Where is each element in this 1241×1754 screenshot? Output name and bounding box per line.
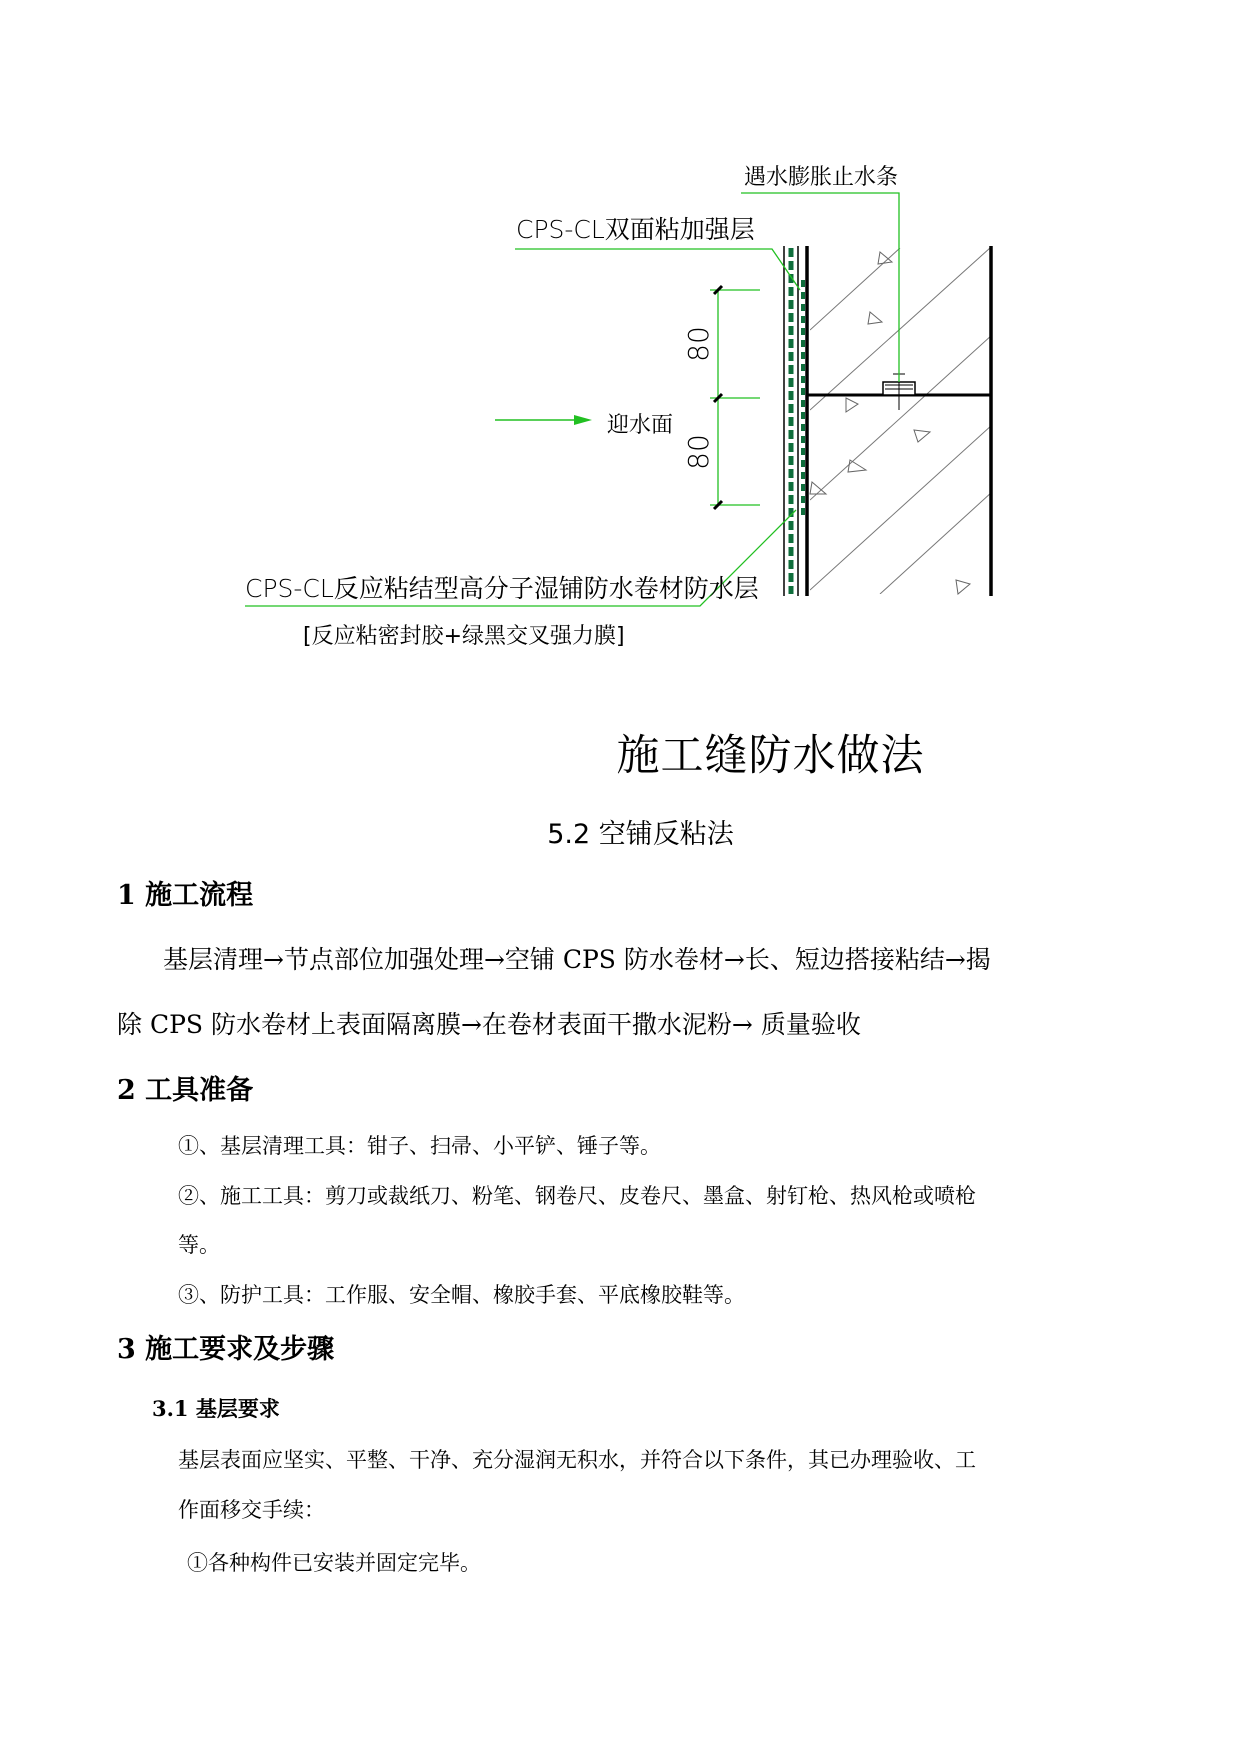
condition-item-1: ①各种构件已安装并固定完毕。	[187, 1551, 481, 1575]
tool-item-2-line-2: 等。	[178, 1233, 220, 1257]
figure-title: 施工缝防水做法	[616, 731, 925, 781]
aggregate-marks	[810, 252, 970, 594]
waterproof-membrane	[784, 246, 803, 596]
base-req-line-1: 基层表面应坚实、平整、干净、充分湿润无积水，并符合以下条件，其已办理验收、工	[178, 1448, 976, 1472]
concrete-hatch	[810, 248, 992, 594]
dim-upper-label: 80	[682, 326, 715, 362]
construction-joint-drawing	[0, 0, 1241, 680]
base-req-line-2: 作面移交手续：	[178, 1498, 325, 1522]
reinforce-layer-label: CPS-CL双面粘加强层	[516, 215, 755, 244]
heading-construction-flow: 1 施工流程	[117, 880, 254, 911]
heading-tool-prep: 2 工具准备	[117, 1075, 254, 1106]
heading-requirements: 3 施工要求及步骤	[117, 1334, 335, 1365]
leader-reinforce	[515, 249, 800, 290]
flow-text-line-1: 基层清理→节点部位加强处理→空铺 CPS 防水卷材→长、短边搭接粘结→揭	[163, 945, 991, 974]
water-face-label: 迎水面	[607, 413, 674, 438]
waterproof-layer-label: CPS-CL反应粘结型高分子湿铺防水卷材防水层	[245, 574, 759, 603]
dim-lower-label: 80	[682, 434, 715, 470]
water-face-arrow	[495, 415, 592, 425]
section-title: 5.2 空铺反粘法	[547, 819, 734, 850]
heading-base-requirements: 3.1 基层要求	[152, 1396, 280, 1421]
swelling-strip-label: 遇水膨胀止水条	[744, 165, 899, 190]
tool-item-3: ③、防护工具：工作服、安全帽、橡胶手套、平底橡胶鞋等。	[178, 1283, 745, 1307]
tool-item-2-line-1: ②、施工工具：剪刀或裁纸刀、粉笔、钢卷尺、皮卷尺、墨盒、射钉枪、热风枪或喷枪	[178, 1184, 976, 1208]
leader-swelling	[741, 193, 899, 382]
tool-item-1: ①、基层清理工具：钳子、扫帚、小平铲、锤子等。	[178, 1134, 661, 1158]
flow-text-line-2: 除 CPS 防水卷材上表面隔离膜→在卷材表面干撒水泥粉→ 质量验收	[117, 1010, 861, 1039]
waterproof-layer-note: [反应粘密封胶+绿黑交叉强力膜]	[303, 624, 625, 649]
